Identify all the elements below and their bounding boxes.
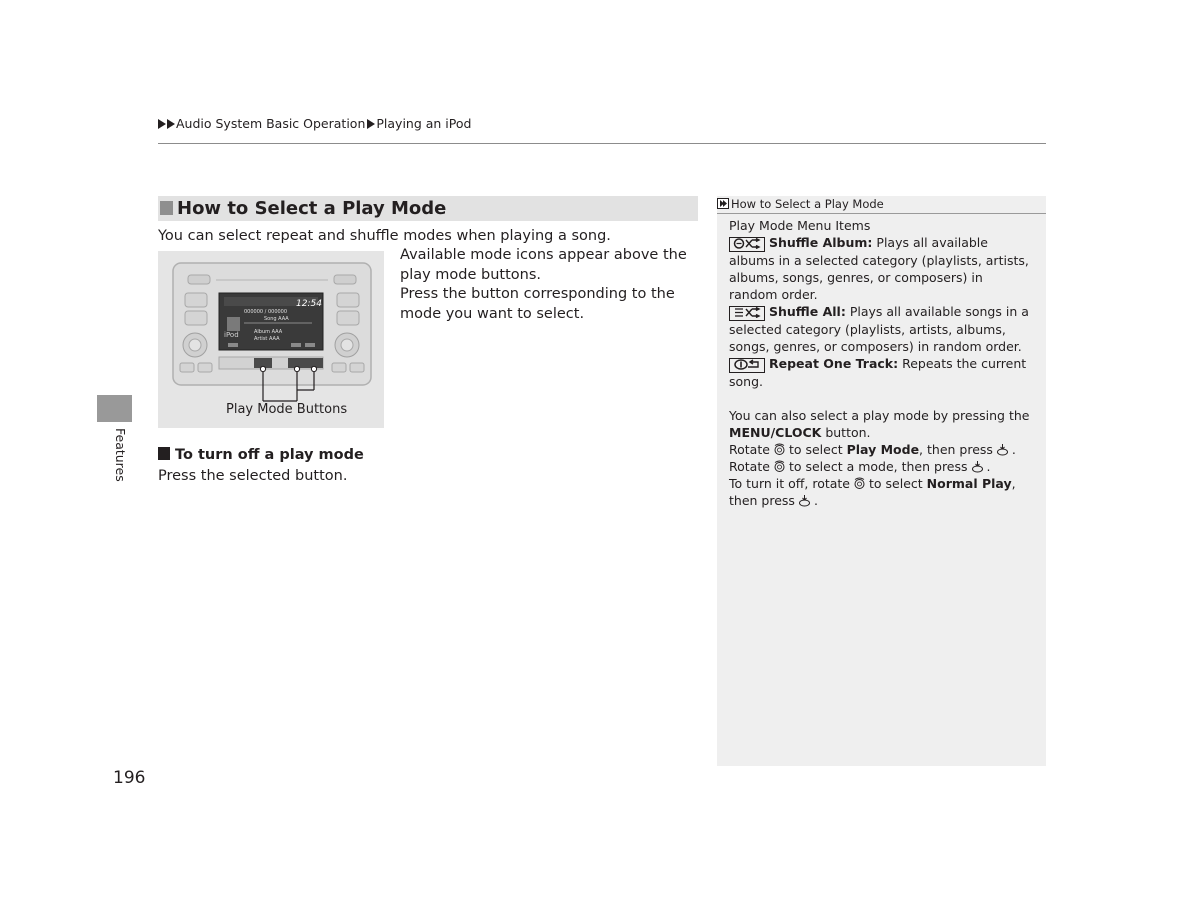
shuffle-album-icon xyxy=(729,237,765,252)
press-knob-icon xyxy=(996,443,1009,456)
selector-knob-icon xyxy=(853,477,866,490)
shuffle-all-item: Shuffle All: Plays all available songs in a selected category (playlists, artists, albums, songs, genres, or composers) in random order. xyxy=(729,304,1029,354)
breadcrumb-arrow-icon xyxy=(367,119,375,129)
note-panel-heading: How to Select a Play Mode xyxy=(717,196,1046,214)
screen-track-counter: 000000 / 000000 xyxy=(244,309,288,315)
section-steps xyxy=(400,246,698,324)
selector-knob-icon xyxy=(773,460,786,473)
screen-song: Song AAA xyxy=(264,316,289,322)
breadcrumb-level2[interactable]: Playing an iPod xyxy=(376,116,472,131)
rotate-step-1: Rotate to select Play Mode, then press . xyxy=(729,442,1016,457)
press-knob-icon xyxy=(798,494,811,507)
section-intro: You can select repeat and shuffle modes when playing a song. xyxy=(158,228,611,244)
screen-artist: Artist AAA xyxy=(254,336,280,342)
note-panel-body xyxy=(729,217,1035,509)
turn-off-step: To turn it off, rotate to select Normal Play, then press . xyxy=(729,476,1016,508)
repeat-one-icon xyxy=(729,358,765,373)
page-number: 196 xyxy=(113,768,146,788)
press-knob-icon xyxy=(971,460,984,473)
side-tab-marker xyxy=(97,395,132,422)
repeat-one-item: Repeat One Track: Repeats the current song. xyxy=(729,356,1027,389)
menu-items-title: Play Mode Menu Items xyxy=(729,218,871,233)
shuffle-all-icon xyxy=(729,306,765,321)
breadcrumb-arrow-icon xyxy=(167,119,175,129)
note-ref-icon xyxy=(717,198,729,209)
breadcrumb-level1[interactable]: Audio System Basic Operation xyxy=(176,116,366,131)
screen-clock: 12:54 xyxy=(296,299,322,309)
turn-off-heading: To turn off a play mode xyxy=(158,447,364,463)
subheading-marker xyxy=(158,447,170,460)
selector-knob-icon xyxy=(773,443,786,456)
breadcrumb-arrow-icon xyxy=(158,119,166,129)
step-1: Available mode icons appear above the play mode buttons. xyxy=(400,247,687,283)
section-title: How to Select a Play Mode xyxy=(177,198,447,219)
side-tab-label: Features xyxy=(113,428,128,482)
screen-album: Album AAA xyxy=(254,329,283,335)
menu-clock-note: You can also select a play mode by pressing the MENU/CLOCK button. xyxy=(729,408,1030,440)
section-heading-marker xyxy=(160,201,173,215)
turn-off-text: Press the selected button. xyxy=(158,468,348,484)
screen-source: iPod xyxy=(224,331,239,339)
figure-caption: Play Mode Buttons xyxy=(226,402,348,417)
step-2: Press the button corresponding to the mode you want to select. xyxy=(400,286,675,322)
rotate-step-2: Rotate to select a mode, then press . xyxy=(729,459,991,474)
header-rule xyxy=(158,143,1046,144)
breadcrumb xyxy=(158,116,471,131)
shuffle-album-item: Shuffle Album: Plays all available albums in a selected category (playlists, artists, albums, songs, genres, or composers) in random order. xyxy=(729,235,1029,302)
